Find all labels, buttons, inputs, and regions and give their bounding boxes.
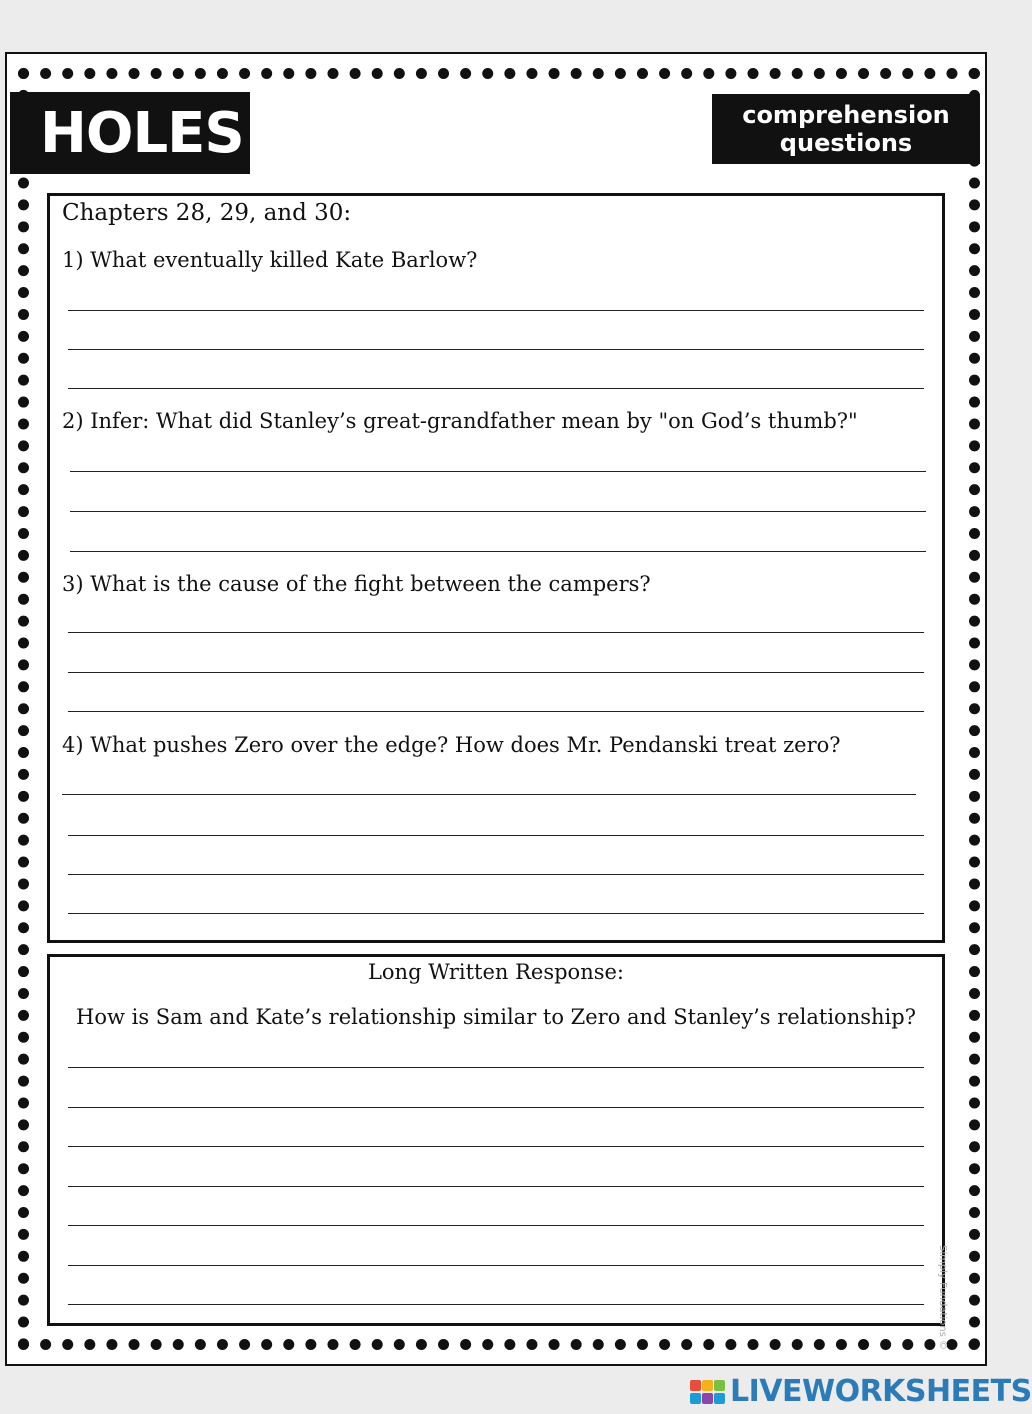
answer-line[interactable] — [68, 672, 924, 673]
liveworksheets-brand: LIVEWORKSHEETS — [730, 1374, 1032, 1409]
answer-line[interactable] — [70, 471, 926, 472]
long-response-prompt: How is Sam and Kate’s relationship similar to Zero and Stanley’s relationship? — [76, 1005, 916, 1029]
worksheet-title: HOLES — [40, 100, 244, 166]
subtitle-banner — [712, 94, 980, 164]
answer-line[interactable] — [68, 711, 924, 712]
liveworksheets-logo[interactable] — [690, 1374, 1032, 1409]
answer-line[interactable] — [68, 1107, 924, 1108]
answer-line[interactable] — [70, 511, 926, 512]
answer-line[interactable] — [70, 551, 926, 552]
subtitle-line-2: questions — [779, 129, 913, 157]
question-3: 3) What is the cause of the fight between the campers? — [62, 572, 651, 596]
answer-line[interactable] — [68, 1225, 924, 1226]
subtitle-line-1: comprehension — [742, 101, 950, 129]
long-response-heading: Long Written Response: — [367, 960, 625, 984]
question-2: 2) Infer: What did Stanley’s great-grandfather mean by "on God’s thumb?" — [62, 409, 858, 433]
answer-line[interactable] — [68, 632, 924, 633]
answer-line[interactable] — [68, 388, 924, 389]
answer-line[interactable] — [68, 835, 924, 836]
title-banner — [10, 92, 250, 174]
answer-line[interactable] — [68, 874, 924, 875]
liveworksheets-icon — [690, 1378, 726, 1406]
answer-line[interactable] — [68, 1146, 924, 1147]
answer-line[interactable] — [68, 1067, 924, 1068]
answer-line[interactable] — [68, 310, 924, 311]
answer-line[interactable] — [68, 913, 924, 914]
answer-line[interactable] — [68, 1304, 924, 1305]
copyright-watermark: Simply Fundations © — [937, 1245, 948, 1350]
answer-line[interactable] — [68, 1186, 924, 1187]
answer-line[interactable] — [68, 1265, 924, 1266]
answer-line[interactable] — [68, 349, 924, 350]
answer-line[interactable] — [62, 794, 916, 795]
chapters-heading: Chapters 28, 29, and 30: — [62, 200, 352, 226]
question-4: 4) What pushes Zero over the edge? How does Mr. Pendanski treat zero? — [62, 733, 841, 757]
question-1: 1) What eventually killed Kate Barlow? — [62, 248, 478, 272]
questions-box — [47, 193, 945, 943]
